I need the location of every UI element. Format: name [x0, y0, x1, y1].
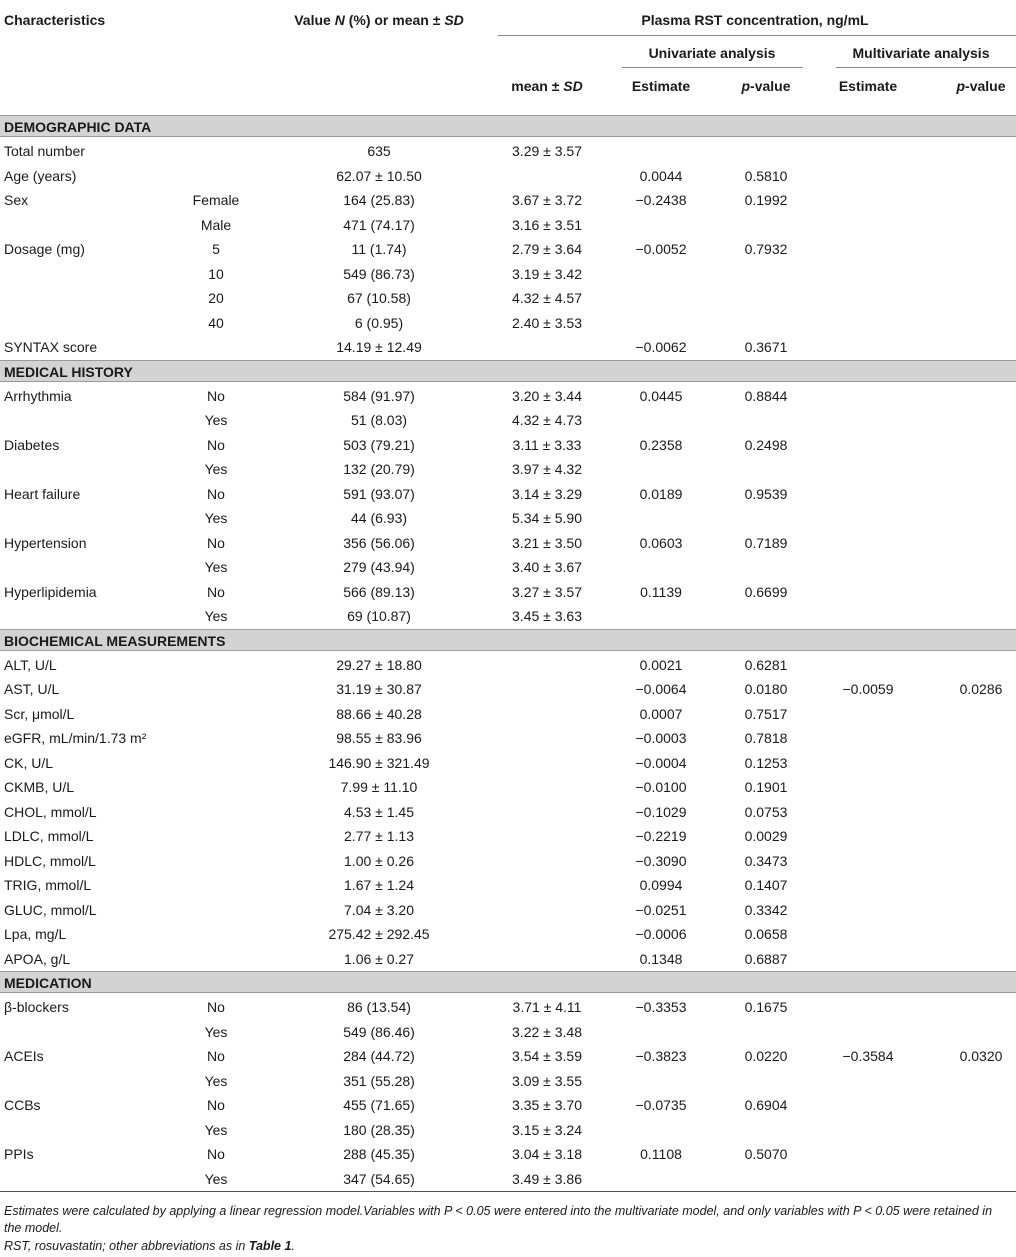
cell-sub: Yes — [204, 1072, 228, 1089]
header-characteristics: Characteristics — [4, 12, 106, 28]
cell-val: 88.66 ± 40.28 — [336, 705, 422, 722]
cell-val: 351 (55.28) — [343, 1072, 415, 1089]
cell-val: 29.27 ± 18.80 — [336, 656, 422, 673]
cell-up: 0.0029 — [744, 828, 788, 844]
cell-up: 0.7932 — [744, 241, 788, 257]
table-row — [0, 701, 1016, 725]
cell-val: 356 (56.06) — [343, 534, 415, 551]
cell-val: 455 (71.65) — [343, 1097, 415, 1113]
header-multi-p: p — [956, 78, 966, 94]
cell-up: 0.5810 — [744, 167, 788, 184]
cell-char: PPIs — [4, 1146, 34, 1162]
cell-char: SYNTAX score — [4, 339, 98, 355]
cell-val: 44 (6.93) — [350, 510, 408, 526]
table-row — [0, 823, 1016, 847]
cell-sub: Yes — [204, 510, 228, 526]
table-row — [0, 676, 1016, 700]
cell-ue: −0.0062 — [635, 339, 687, 355]
header-value-prefix: Value — [294, 12, 335, 28]
cell-char: AST, U/L — [4, 681, 60, 697]
cell-mp: 0.0320 — [959, 1048, 1003, 1064]
cell-up: 0.3671 — [744, 339, 788, 355]
cell-mean: 3.11 ± 3.33 — [512, 436, 582, 453]
cell-val: 7.04 ± 3.20 — [344, 901, 414, 918]
table-row — [0, 334, 1016, 358]
section-title: MEDICATION — [4, 975, 92, 991]
cell-val: 471 (74.17) — [343, 216, 415, 233]
cell-mean: 3.20 ± 3.44 — [512, 387, 582, 404]
table-row — [0, 432, 1016, 456]
cell-val: 98.55 ± 83.96 — [336, 730, 422, 746]
cell-up: 0.0753 — [744, 803, 788, 820]
cell-up: 0.9539 — [744, 485, 788, 502]
footnote-abbr-prefix: RST, rosuvastatin; other abbreviations as in — [4, 1239, 249, 1253]
cell-ue: −0.0251 — [635, 901, 687, 918]
section-title: DEMOGRAPHIC DATA — [4, 119, 152, 135]
cell-sub: 5 — [212, 241, 220, 257]
cell-sub: Yes — [204, 1170, 228, 1187]
cell-me: −0.3584 — [842, 1048, 894, 1064]
header-multivariate: Multivariate analysis — [852, 45, 990, 61]
cell-char: Hyperlipidemia — [4, 583, 97, 600]
table-row — [0, 799, 1016, 823]
cell-mean: 4.32 ± 4.73 — [512, 412, 582, 428]
table-row — [0, 163, 1016, 187]
cell-mean: 3.19 ± 3.42 — [512, 265, 582, 282]
cell-char: ALT, U/L — [4, 656, 57, 673]
section-header — [0, 971, 1016, 993]
section-title: MEDICAL HISTORY — [4, 363, 133, 380]
header-value — [294, 12, 464, 28]
cell-char: GLUC, mmol/L — [4, 901, 97, 918]
header-plasma: Plasma RST concentration, ng/mL — [641, 12, 869, 28]
cell-val: 14.19 ± 12.49 — [336, 339, 422, 355]
cell-val: 2.77 ± 1.13 — [344, 828, 414, 844]
cell-mean: 3.22 ± 3.48 — [512, 1023, 582, 1040]
cell-ue: 0.0445 — [639, 387, 683, 404]
cell-up: 0.1992 — [744, 192, 788, 208]
table-row — [0, 383, 1016, 407]
footnote-abbr-suffix: . — [291, 1239, 295, 1253]
cell-mean: 3.16 ± 3.51 — [512, 216, 582, 233]
cell-ue: −0.0735 — [635, 1097, 687, 1113]
cell-mean: 5.34 ± 5.90 — [512, 510, 582, 526]
cell-val: 1.67 ± 1.24 — [344, 877, 414, 893]
cell-mean: 2.79 ± 3.64 — [512, 241, 582, 257]
cell-mean: 3.40 ± 3.67 — [512, 559, 582, 575]
cell-ue: −0.0052 — [635, 241, 687, 257]
header-value-suffix: (%) or mean ± — [344, 12, 445, 28]
table-row — [0, 994, 1016, 1018]
header-multi-p-suffix: -value — [965, 78, 1006, 94]
cell-val: 62.07 ± 10.50 — [336, 167, 422, 184]
footnote-abbreviations — [4, 1238, 1012, 1255]
table-row — [0, 285, 1016, 309]
cell-mean: 2.40 ± 3.53 — [512, 314, 582, 331]
cell-val: 164 (25.83) — [343, 192, 415, 208]
cell-sub: No — [207, 436, 225, 453]
cell-up: 0.7818 — [744, 730, 788, 746]
cell-ue: 0.0007 — [639, 705, 683, 722]
table-row — [0, 1141, 1016, 1165]
cell-ue: −0.3090 — [635, 852, 687, 869]
cell-val: 11 (1.74) — [351, 241, 407, 257]
table-row — [0, 481, 1016, 505]
header-multi-estimate: Estimate — [838, 78, 898, 94]
header-uni-p-suffix: -value — [750, 78, 791, 94]
cell-mean: 3.04 ± 3.18 — [512, 1146, 582, 1162]
cell-val: 284 (44.72) — [343, 1048, 415, 1064]
cell-val: 67 (10.58) — [347, 290, 411, 306]
table-row — [0, 921, 1016, 945]
cell-char: LDLC, mmol/L — [4, 828, 94, 844]
cell-val: 635 — [367, 143, 391, 159]
cell-ue: −0.1029 — [635, 803, 687, 820]
header-mean-sd: SD — [563, 78, 583, 94]
cell-sub: Male — [200, 216, 232, 233]
footnote-estimates: Estimates were calculated by applying a linear regression model.Variables with P < 0.05 were entered into the multivariate model, and only variables with P < 0.05 were retained in the model. — [4, 1204, 993, 1235]
cell-ue: 0.0044 — [639, 167, 683, 184]
footnote-table-ref: Table 1 — [248, 1239, 292, 1253]
cell-mean: 3.09 ± 3.55 — [512, 1072, 582, 1089]
cell-val: 279 (43.94) — [343, 559, 415, 575]
cell-char: ACEIs — [4, 1048, 44, 1064]
table-row — [0, 310, 1016, 334]
cell-char: β-blockers — [4, 999, 69, 1015]
cell-sub: No — [207, 485, 225, 502]
table-row — [0, 456, 1016, 480]
cell-mp: 0.0286 — [959, 681, 1003, 697]
cell-sub: No — [207, 534, 225, 551]
cell-mean: 3.35 ± 3.70 — [512, 1097, 582, 1113]
cell-ue: 0.0189 — [639, 485, 683, 502]
cell-up: 0.0220 — [744, 1048, 788, 1064]
cell-up: 0.1407 — [744, 877, 788, 893]
cell-up: 0.0658 — [744, 926, 788, 942]
cell-up: 0.6887 — [744, 950, 788, 967]
header-rule-multivariate — [836, 67, 1016, 68]
cell-val: 6 (0.95) — [354, 314, 404, 331]
cell-mean: 3.49 ± 3.86 — [512, 1170, 582, 1187]
table-row — [0, 530, 1016, 554]
cell-up: 0.7517 — [744, 705, 788, 722]
cell-char: Sex — [4, 192, 29, 208]
table-row — [0, 603, 1016, 627]
cell-sub: Yes — [204, 608, 228, 624]
header-mean — [511, 78, 583, 94]
header-univariate: Univariate analysis — [648, 45, 776, 61]
cell-sub: No — [207, 999, 225, 1015]
cell-mean: 3.54 ± 3.59 — [512, 1048, 582, 1064]
cell-sub: No — [207, 387, 225, 404]
cell-val: 1.06 ± 0.27 — [344, 950, 414, 967]
table-row — [0, 1019, 1016, 1043]
cell-up: 0.6281 — [744, 656, 788, 673]
cell-mean: 3.29 ± 3.57 — [512, 143, 582, 159]
section-header — [0, 629, 1016, 651]
cell-char: CKMB, U/L — [4, 779, 75, 795]
cell-char: Heart failure — [4, 485, 81, 502]
cell-ue: −0.0004 — [635, 754, 687, 771]
cell-ue: 0.0603 — [639, 534, 683, 551]
cell-sub: No — [207, 1146, 225, 1162]
header-rule-univariate — [622, 67, 803, 68]
cell-val: 51 (8.03) — [350, 412, 408, 428]
table-row — [0, 725, 1016, 749]
cell-val: 7.99 ± 11.10 — [340, 779, 418, 795]
cell-val: 503 (79.21) — [343, 436, 415, 453]
cell-mean: 3.27 ± 3.57 — [512, 583, 582, 600]
cell-mean: 3.21 ± 3.50 — [512, 534, 582, 551]
cell-sub: No — [207, 583, 225, 600]
cell-char: CK, U/L — [4, 754, 54, 771]
cell-ue: 0.0994 — [639, 877, 683, 893]
table-row — [0, 138, 1016, 162]
header-uni-estimate: Estimate — [631, 78, 691, 94]
cell-char: CHOL, mmol/L — [4, 803, 97, 820]
cell-ue: −0.0064 — [635, 681, 687, 697]
cell-ue: −0.2438 — [635, 192, 687, 208]
cell-val: 584 (91.97) — [343, 387, 415, 404]
cell-sub: Yes — [204, 559, 228, 575]
cell-val: 275.42 ± 292.45 — [328, 926, 430, 942]
cell-up: 0.0180 — [744, 681, 788, 697]
cell-char: CCBs — [4, 1097, 41, 1113]
cell-val: 180 (28.35) — [343, 1121, 415, 1138]
cell-mean: 3.15 ± 3.24 — [512, 1121, 582, 1138]
cell-char: Dosage (mg) — [4, 241, 85, 257]
cell-ue: 0.1139 — [640, 583, 682, 600]
table-row — [0, 1092, 1016, 1116]
cell-char: Arrhythmia — [4, 387, 72, 404]
cell-ue: −0.3823 — [635, 1048, 687, 1064]
table-row — [0, 236, 1016, 260]
cell-sub: Female — [192, 192, 240, 208]
cell-up: 0.1253 — [744, 754, 788, 771]
cell-char: TRIG, mmol/L — [4, 877, 92, 893]
cell-mean: 4.32 ± 4.57 — [512, 290, 582, 306]
cell-ue: −0.0100 — [635, 779, 687, 795]
cell-ue: −0.2219 — [635, 828, 687, 844]
table-row — [0, 1068, 1016, 1092]
cell-up: 0.3473 — [744, 852, 788, 869]
cell-up: 0.8844 — [744, 387, 788, 404]
cell-char: Hypertension — [4, 534, 87, 551]
cell-mean: 3.14 ± 3.29 — [512, 485, 582, 502]
cell-char: eGFR, mL/min/1.73 m² — [4, 730, 147, 746]
cell-val: 1.00 ± 0.26 — [344, 852, 414, 869]
cell-me: −0.0059 — [842, 681, 894, 697]
cell-mean: 3.97 ± 4.32 — [512, 461, 582, 477]
cell-val: 591 (93.07) — [343, 485, 415, 502]
cell-sub: 40 — [208, 314, 224, 331]
cell-val: 31.19 ± 30.87 — [336, 681, 422, 697]
cell-val: 146.90 ± 321.49 — [328, 754, 430, 771]
header-mean-prefix: mean ± — [511, 78, 564, 94]
table-row — [0, 579, 1016, 603]
cell-up: 0.2498 — [744, 436, 788, 453]
table-bottom-rule — [0, 1191, 1016, 1192]
header-multi-pvalue — [956, 78, 1005, 94]
cell-ue: 0.2358 — [639, 436, 683, 453]
cell-val: 549 (86.73) — [343, 265, 415, 282]
cell-sub: No — [207, 1048, 225, 1064]
table-row — [0, 554, 1016, 578]
cell-mean: 3.71 ± 4.11 — [512, 999, 582, 1015]
cell-ue: −0.3353 — [635, 999, 687, 1015]
section-header — [0, 360, 1016, 382]
cell-sub: 10 — [208, 265, 224, 282]
cell-val: 549 (86.46) — [343, 1023, 415, 1040]
header-value-sd: SD — [444, 12, 464, 28]
cell-up: 0.6904 — [744, 1097, 788, 1113]
cell-mean: 3.67 ± 3.72 — [512, 192, 582, 208]
table-row — [0, 872, 1016, 896]
cell-sub: Yes — [204, 1121, 228, 1138]
cell-char: Lpa, mg/L — [4, 926, 67, 942]
cell-val: 69 (10.87) — [347, 608, 411, 624]
cell-val: 132 (20.79) — [343, 461, 415, 477]
cell-val: 566 (89.13) — [343, 583, 415, 600]
cell-up: 0.3342 — [744, 901, 788, 918]
cell-ue: 0.0021 — [639, 656, 683, 673]
cell-ue: 0.1348 — [639, 950, 683, 967]
header-rule-plasma — [498, 35, 1016, 36]
cell-up: 0.1675 — [744, 999, 788, 1015]
table-row — [0, 212, 1016, 236]
table-row — [0, 774, 1016, 798]
section-title: BIOCHEMICAL MEASUREMENTS — [4, 632, 226, 649]
cell-up: 0.1901 — [744, 779, 788, 795]
table-row — [0, 505, 1016, 529]
cell-sub: Yes — [204, 1023, 228, 1040]
cell-up: 0.5070 — [744, 1146, 788, 1162]
cell-ue: −0.0006 — [635, 926, 687, 942]
table-row — [0, 1166, 1016, 1190]
cell-char: Total number — [4, 143, 85, 159]
cell-char: APOA, g/L — [4, 950, 71, 967]
table-row — [0, 407, 1016, 431]
cell-sub: Yes — [204, 461, 228, 477]
table-row — [0, 652, 1016, 676]
cell-sub: 20 — [208, 290, 224, 306]
section-header — [0, 115, 1016, 137]
cell-up: 0.7189 — [744, 534, 788, 551]
header-value-n: N — [334, 12, 345, 28]
table-row — [0, 187, 1016, 211]
table-row — [0, 261, 1016, 285]
cell-val: 86 (13.54) — [347, 999, 411, 1015]
cell-ue: 0.1108 — [640, 1146, 682, 1162]
header-uni-pvalue — [741, 78, 790, 94]
cell-sub: No — [207, 1097, 225, 1113]
header-uni-p: p — [741, 78, 751, 94]
cell-val: 288 (45.35) — [343, 1146, 415, 1162]
cell-val: 4.53 ± 1.45 — [344, 803, 414, 820]
cell-char: Age (years) — [4, 167, 77, 184]
cell-char: HDLC, mmol/L — [4, 852, 96, 869]
table-row — [0, 750, 1016, 774]
cell-sub: Yes — [204, 412, 228, 428]
table-row — [0, 1117, 1016, 1141]
cell-val: 347 (54.65) — [343, 1170, 415, 1187]
cell-mean: 3.45 ± 3.63 — [512, 608, 582, 624]
table-row — [0, 946, 1016, 970]
cell-char: Diabetes — [4, 436, 60, 453]
cell-char: Scr, μmol/L — [4, 705, 75, 722]
cell-ue: −0.0003 — [635, 730, 687, 746]
table-row — [0, 848, 1016, 872]
table-row — [0, 897, 1016, 921]
cell-up: 0.6699 — [744, 583, 788, 600]
table-row — [0, 1043, 1016, 1067]
